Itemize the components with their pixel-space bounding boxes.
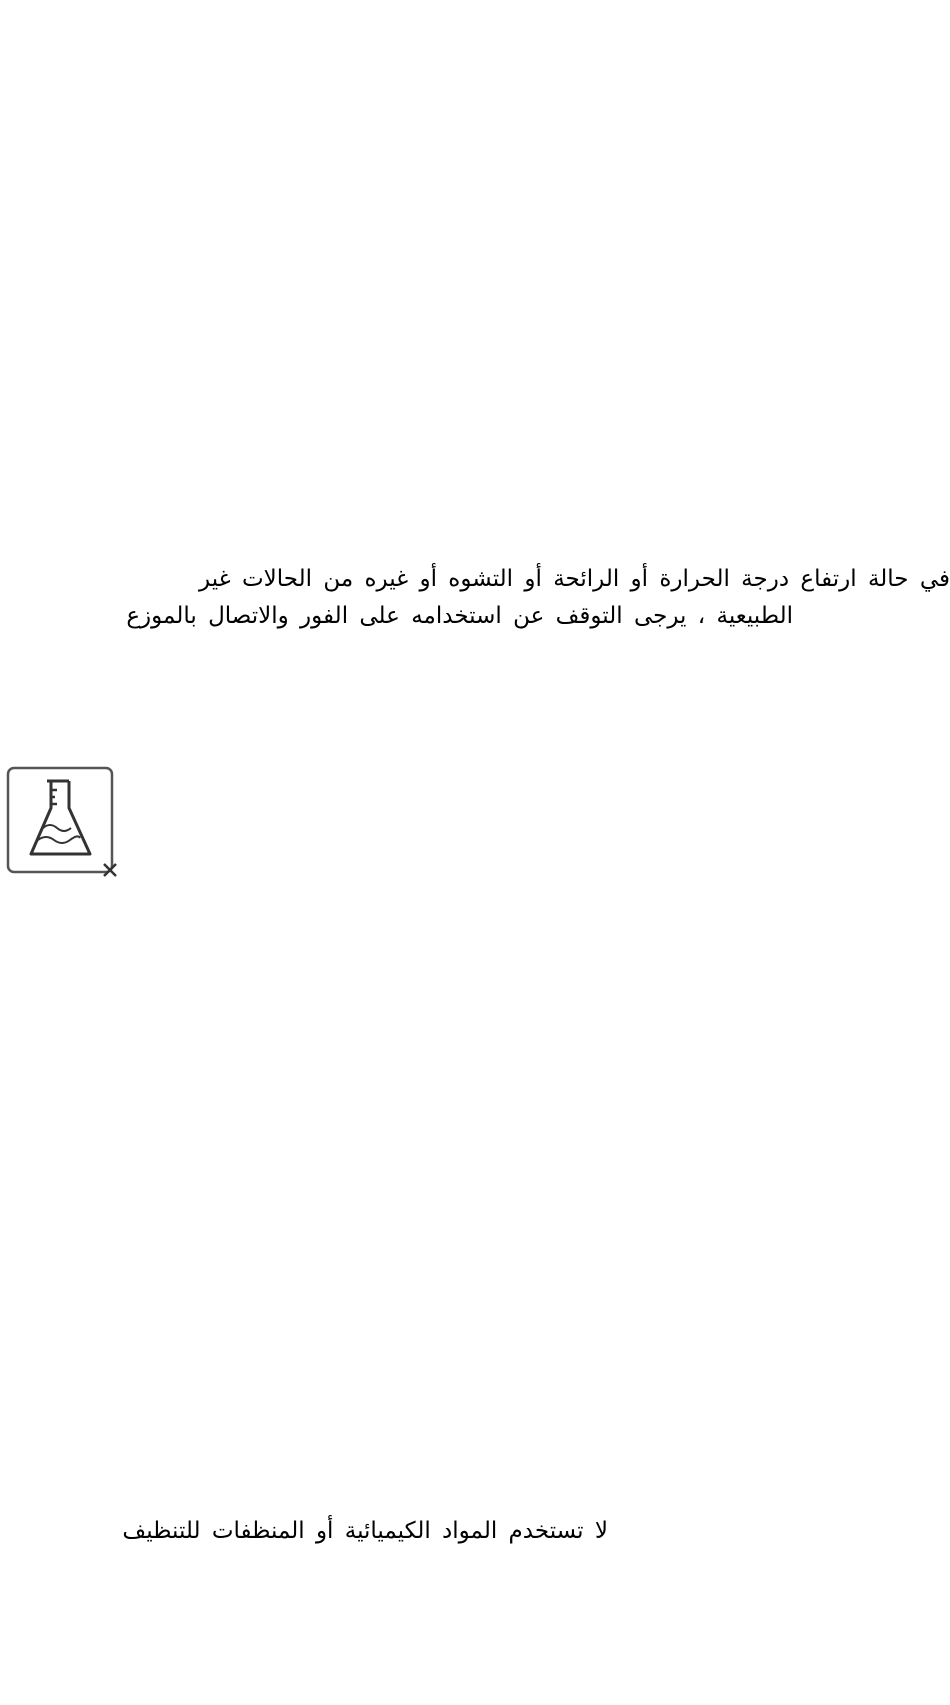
no-chemicals-icon xyxy=(6,766,118,878)
warning-text-line-2: الطبيعية ، يرجى التوقف عن استخدامه على الفور والاتصال بالموزع xyxy=(126,603,793,629)
warning-text-line-1: في حالة ارتفاع درجة الحرارة أو الرائحة أو التشوه أو غيره من الحالات غير xyxy=(199,566,950,592)
no-chemicals-text: لا تستخدم المواد الكيميائية أو المنظفات للتنظيف xyxy=(122,1518,608,1544)
